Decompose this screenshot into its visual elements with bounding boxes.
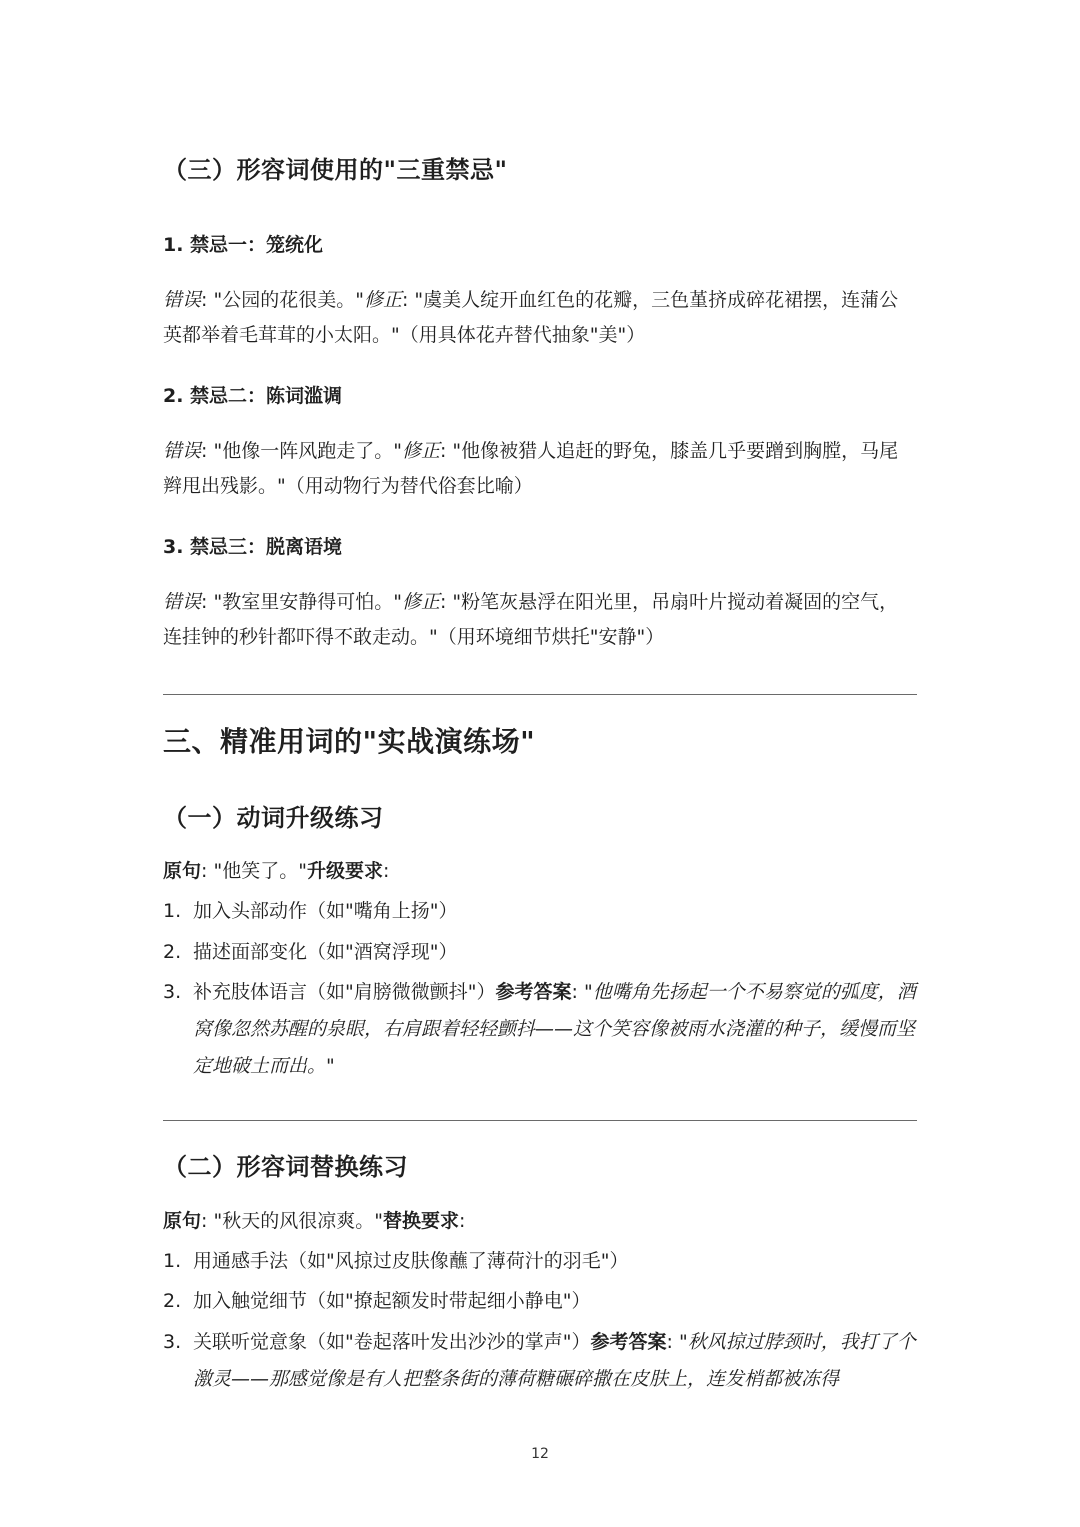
fix-label: 修正: [401, 591, 440, 613]
answer-label: 参考答案: [590, 1331, 667, 1353]
fix-text: "粉笔灰悬浮在阳光里，吊扇叶片搅动着凝固的空气，连挂钟的秒针都吓得不敢走动。"（用环境细节烘托"安静"）: [163, 591, 899, 648]
wrong-text: "公园的花很美。": [213, 289, 364, 311]
list-text: 加入触觉细节（如"撩起额发时带起细小静电"）: [193, 1290, 591, 1312]
taboo-2-heading: 2. 禁忌二：陈词滥调: [163, 385, 343, 407]
list-number: 1.: [163, 900, 182, 922]
section-title-practice: 三、精准用词的"实战演练场": [163, 725, 536, 758]
original-text: "秋天的风很凉爽。": [213, 1210, 383, 1232]
fix-label: 修正: [363, 289, 402, 311]
taboo-1-heading: 1. 禁忌一：笼统化: [163, 234, 324, 256]
original-text: "他笑了。": [213, 860, 307, 882]
divider: [163, 694, 917, 695]
answer-text: "秋风掠过脖颈时，我打了个激灵——那感觉像是有人把整条街的薄荷糖碾碎撒在皮肤上，连发梢都被冻得: [193, 1331, 916, 1390]
wrong-label: 错误: [163, 591, 202, 613]
fix-text: "虞美人绽开血红色的花瓣，三色堇挤成碎花裙摆，连蒲公英都举着毛茸茸的小太阳。"（用具体花卉替代抽象"美"）: [163, 289, 899, 346]
list-number: 3.: [163, 1331, 182, 1353]
list-number: 1.: [163, 1250, 182, 1272]
fix-text: "他像被猎人追赶的野兔，膝盖几乎要蹭到胸膛，马尾辫甩出残影。"（用动物行为替代俗套比喻）: [163, 440, 899, 497]
wrong-label: 错误: [163, 440, 202, 462]
wrong-text: "他像一阵风跑走了。": [213, 440, 402, 462]
exercise-2-title: （二）形容词替换练习: [163, 1153, 408, 1181]
taboo-1-paragraph: 错误: "公园的花很美。"修正: "虞美人绽开血红色的花瓣，三色堇挤成碎花裙摆，连蒲公英都举着毛茸茸的小太阳。"（用具体花卉替代抽象"美"）: [163, 289, 899, 346]
answer-label: 参考答案: [495, 981, 572, 1003]
list-text: 补充肢体语言（如"肩膀微微颤抖"）参考答案: "他嘴角先扬起一个不易察觉的弧度，酒窝像忽然苏醒的泉眼，右肩跟着轻轻颤抖——这个笑容像被雨水浇灌的种子，缓慢而坚定地破土而出。": [193, 981, 916, 1077]
section-title-taboos: （三）形容词使用的"三重禁忌": [163, 156, 508, 184]
list-text: 描述面部变化（如"酒窝浮现"）: [193, 941, 458, 963]
requirement-label: 替换要求: [382, 1210, 459, 1232]
answer-text: "他嘴角先扬起一个不易察觉的弧度，酒窝像忽然苏醒的泉眼，右肩跟着轻轻颤抖——这个笑容像被雨水浇灌的种子，缓慢而坚定地破土而出。": [193, 981, 916, 1077]
original-label: 原句: [163, 860, 202, 882]
wrong-text: "教室里安静得可怕。": [213, 591, 402, 613]
exercise-1-title: （一）动词升级练习: [163, 804, 384, 832]
taboo-3-heading: 3. 禁忌三：脱离语境: [163, 536, 343, 558]
list-item: [163, 1324, 917, 1398]
wrong-label: 错误: [163, 289, 202, 311]
list-item: [163, 893, 917, 930]
exercise-1-original: 原句: "他笑了。"升级要求:: [163, 860, 390, 882]
original-label: 原句: [163, 1210, 202, 1232]
list-number: 3.: [163, 981, 182, 1003]
list-text: 用通感手法（如"风掠过皮肤像蘸了薄荷汁的羽毛"）: [193, 1250, 629, 1272]
fix-label: 修正: [401, 440, 440, 462]
step-text: 关联听觉意象（如"卷起落叶发出沙沙的掌声"）: [193, 1331, 591, 1353]
page-number: 12: [531, 1446, 549, 1462]
list-text: 加入头部动作（如"嘴角上扬"）: [193, 900, 458, 922]
step-text: 补充肢体语言（如"肩膀微微颤抖"）: [193, 981, 496, 1003]
exercise-2-original: 原句: "秋天的风很凉爽。"替换要求:: [163, 1210, 466, 1232]
requirement-label: 升级要求: [306, 860, 383, 882]
list-item: [163, 1243, 917, 1280]
list-item: [163, 934, 917, 971]
list-item: [163, 1283, 917, 1320]
list-number: 2.: [163, 941, 182, 963]
taboo-2-paragraph: 错误: "他像一阵风跑走了。"修正: "他像被猎人追赶的野兔，膝盖几乎要蹭到胸膛，马尾辫甩出残影。"（用动物行为替代俗套比喻）: [163, 440, 899, 497]
list-item: [163, 974, 917, 1085]
divider: [163, 1120, 917, 1121]
taboo-3-paragraph: 错误: "教室里安静得可怕。"修正: "粉笔灰悬浮在阳光里，吊扇叶片搅动着凝固的空气，连挂钟的秒针都吓得不敢走动。"（用环境细节烘托"安静"）: [163, 591, 899, 648]
list-number: 2.: [163, 1290, 182, 1312]
list-text: 关联听觉意象（如"卷起落叶发出沙沙的掌声"）参考答案: "秋风掠过脖颈时，我打了个激灵——那感觉像是有人把整条街的薄荷糖碾碎撒在皮肤上，连发梢都被冻得: [193, 1331, 916, 1390]
